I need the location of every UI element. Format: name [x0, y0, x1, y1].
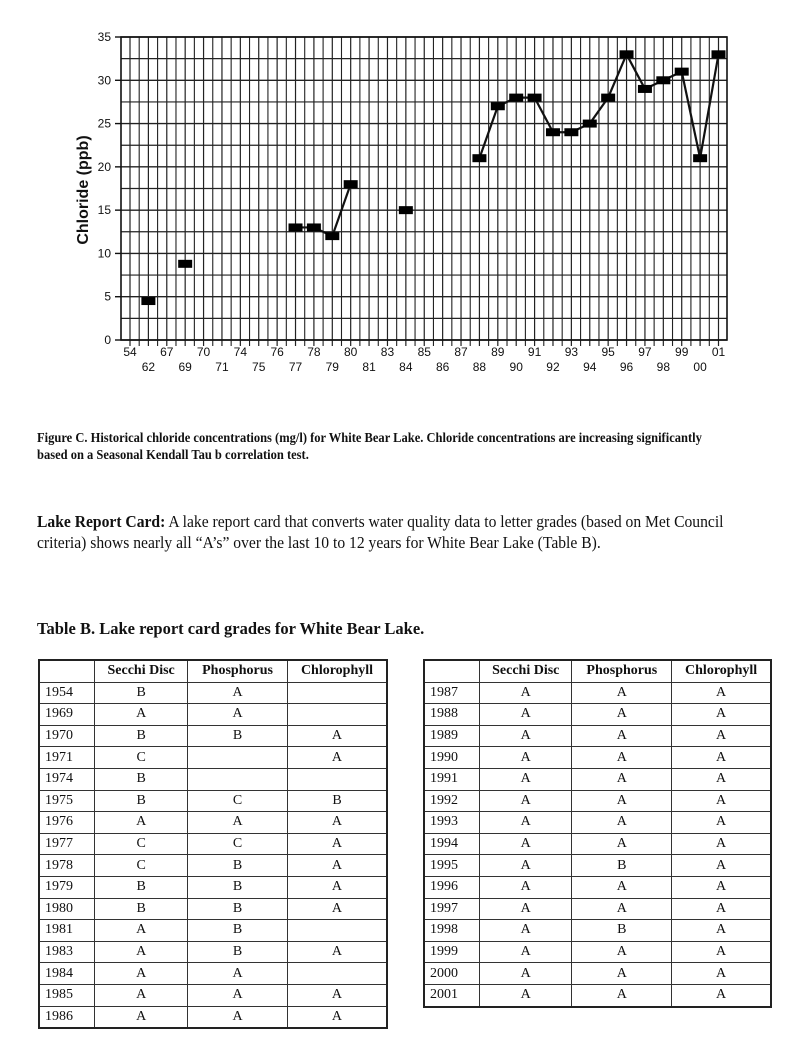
- cell-year: 1996: [424, 876, 480, 898]
- cell-phosphorus: C: [188, 833, 288, 855]
- cell-secchi: A: [95, 920, 188, 942]
- table-row: [39, 1006, 387, 1028]
- cell-secchi: B: [95, 790, 188, 812]
- data-point-marker: [491, 102, 505, 110]
- cell-secchi: A: [95, 704, 188, 726]
- cell-year: 1988: [424, 704, 480, 726]
- table-row: [39, 941, 387, 963]
- col-header-year: [424, 660, 480, 682]
- x-tick-label: 96: [619, 360, 634, 374]
- cell-secchi: A: [480, 876, 572, 898]
- cell-phosphorus: A: [572, 747, 672, 769]
- cell-year: 1974: [39, 768, 95, 790]
- y-tick-label: 10: [97, 246, 111, 261]
- cell-chlorophyll: A: [287, 876, 387, 898]
- cell-phosphorus: A: [572, 812, 672, 834]
- cell-phosphorus: A: [188, 682, 288, 704]
- cell-year: 1954: [39, 682, 95, 704]
- cell-year: 1969: [39, 704, 95, 726]
- report-card-heading: Lake Report Card:: [37, 512, 166, 531]
- x-tick-label: 99: [675, 345, 689, 359]
- cell-secchi: B: [95, 876, 188, 898]
- cell-chlorophyll: A: [287, 833, 387, 855]
- cell-secchi: A: [480, 963, 572, 985]
- data-point-marker: [289, 223, 303, 231]
- cell-year: 1981: [39, 920, 95, 942]
- x-tick-label: 77: [288, 360, 303, 374]
- x-tick-label: 79: [325, 360, 339, 374]
- data-point-marker: [546, 128, 560, 136]
- table-row: [39, 768, 387, 790]
- cell-secchi: B: [95, 768, 188, 790]
- data-point-marker: [141, 297, 155, 305]
- cell-phosphorus: A: [572, 704, 672, 726]
- cell-phosphorus: A: [572, 790, 672, 812]
- data-point-marker: [307, 223, 321, 231]
- table-row: [39, 855, 387, 877]
- y-tick-label: 35: [97, 30, 111, 44]
- cell-phosphorus: A: [572, 768, 672, 790]
- cell-year: 1985: [39, 984, 95, 1006]
- data-point-marker: [601, 94, 615, 102]
- cell-phosphorus: A: [572, 941, 672, 963]
- cell-chlorophyll: [287, 704, 387, 726]
- table-row: [39, 682, 387, 704]
- cell-phosphorus: B: [188, 941, 288, 963]
- x-tick-label: 74: [233, 345, 248, 359]
- x-tick-label: 76: [270, 345, 284, 359]
- cell-year: 1990: [424, 747, 480, 769]
- cell-phosphorus: B: [572, 920, 672, 942]
- report-card-body: A lake report card that converts water quality data to letter grades (based on Met Council criteria) shows nearly all “A’s” over the last 10 to 12 years for White Bear Lake (Table B).: [37, 512, 724, 552]
- cell-secchi: A: [480, 920, 572, 942]
- table-row: [424, 725, 771, 747]
- cell-phosphorus: B: [188, 725, 288, 747]
- table-row: [39, 898, 387, 920]
- col-header-chlorophyll: Chlorophyll: [672, 660, 771, 682]
- table-row: [39, 984, 387, 1006]
- cell-secchi: A: [95, 941, 188, 963]
- x-tick-label: 75: [252, 360, 266, 374]
- cell-year: 1999: [424, 941, 480, 963]
- cell-phosphorus: A: [188, 704, 288, 726]
- cell-secchi: C: [95, 833, 188, 855]
- cell-chlorophyll: A: [672, 855, 771, 877]
- cell-chlorophyll: B: [287, 790, 387, 812]
- cell-phosphorus: A: [188, 1006, 288, 1028]
- chloride-chart: [0, 0, 807, 400]
- grid: [121, 37, 727, 346]
- cell-secchi: A: [480, 725, 572, 747]
- cell-year: 2000: [424, 963, 480, 985]
- cell-secchi: A: [480, 747, 572, 769]
- col-header-phosphorus: Phosphorus: [188, 660, 288, 682]
- table-row: [39, 963, 387, 985]
- cell-chlorophyll: A: [672, 725, 771, 747]
- data-point-marker: [509, 94, 523, 102]
- x-tick-label: 98: [656, 360, 671, 374]
- cell-year: 1995: [424, 855, 480, 877]
- table-row: [424, 747, 771, 769]
- cell-year: 1970: [39, 725, 95, 747]
- table-row: [424, 768, 771, 790]
- cell-phosphorus: [188, 747, 288, 769]
- table-row: [39, 876, 387, 898]
- cell-secchi: A: [95, 812, 188, 834]
- col-header-year: [39, 660, 95, 682]
- table-row: [39, 725, 387, 747]
- cell-secchi: A: [95, 984, 188, 1006]
- cell-chlorophyll: A: [672, 812, 771, 834]
- data-point-marker: [325, 232, 339, 240]
- data-point-marker: [399, 206, 413, 214]
- x-tick-label: 85: [417, 345, 431, 359]
- x-tick-label: 87: [454, 345, 468, 359]
- cell-chlorophyll: A: [287, 898, 387, 920]
- x-tick-label: 84: [399, 360, 413, 374]
- table-row: [39, 833, 387, 855]
- x-tick-label: 78: [307, 345, 321, 359]
- y-tick-label: 25: [97, 116, 111, 131]
- x-tick-label: 54: [123, 345, 137, 359]
- cell-phosphorus: B: [188, 920, 288, 942]
- table-header-row: [39, 660, 387, 682]
- table-row: [39, 920, 387, 942]
- cell-phosphorus: A: [572, 963, 672, 985]
- y-axis: [98, 30, 121, 347]
- cell-year: 1998: [424, 920, 480, 942]
- y-tick-label: 0: [104, 333, 111, 347]
- cell-year: 1989: [424, 725, 480, 747]
- cell-year: 1983: [39, 941, 95, 963]
- col-header-secchi: Secchi Disc: [480, 660, 572, 682]
- cell-chlorophyll: A: [672, 941, 771, 963]
- data-point-marker: [638, 85, 652, 93]
- y-tick-label: 15: [97, 203, 111, 218]
- data-point-marker: [693, 154, 707, 162]
- x-tick-label: 01: [711, 345, 726, 359]
- cell-chlorophyll: A: [672, 898, 771, 920]
- table-row: [424, 812, 771, 834]
- cell-secchi: A: [95, 963, 188, 985]
- table-row: [39, 790, 387, 812]
- data-point-marker: [472, 154, 486, 162]
- cell-secchi: A: [95, 1006, 188, 1028]
- cell-secchi: B: [95, 725, 188, 747]
- cell-chlorophyll: A: [672, 790, 771, 812]
- cell-secchi: B: [95, 682, 188, 704]
- cell-phosphorus: A: [572, 833, 672, 855]
- x-tick-label: 89: [491, 345, 505, 359]
- cell-chlorophyll: [287, 920, 387, 942]
- cell-chlorophyll: A: [672, 876, 771, 898]
- data-point-marker: [344, 180, 358, 188]
- x-tick-label: 91: [527, 345, 542, 359]
- cell-year: 1984: [39, 963, 95, 985]
- cell-secchi: A: [480, 941, 572, 963]
- cell-chlorophyll: A: [672, 963, 771, 985]
- data-point-marker: [583, 120, 597, 128]
- cell-chlorophyll: A: [672, 768, 771, 790]
- cell-phosphorus: A: [572, 876, 672, 898]
- cell-chlorophyll: A: [672, 984, 771, 1006]
- x-tick-label: 97: [638, 345, 652, 359]
- table-row: [424, 876, 771, 898]
- table-row: [424, 833, 771, 855]
- report-card-paragraph: [37, 511, 744, 553]
- cell-chlorophyll: [287, 963, 387, 985]
- cell-secchi: A: [480, 790, 572, 812]
- cell-phosphorus: A: [572, 984, 672, 1006]
- cell-chlorophyll: A: [287, 812, 387, 834]
- cell-phosphorus: A: [188, 812, 288, 834]
- cell-year: 2001: [424, 984, 480, 1006]
- table-row: [424, 984, 771, 1006]
- table-row: [39, 704, 387, 726]
- cell-secchi: A: [480, 855, 572, 877]
- cell-phosphorus: C: [188, 790, 288, 812]
- table-row: [424, 898, 771, 920]
- cell-chlorophyll: A: [287, 941, 387, 963]
- cell-phosphorus: B: [188, 855, 288, 877]
- x-tick-label: 80: [344, 345, 358, 359]
- cell-chlorophyll: A: [287, 984, 387, 1006]
- data-point-marker: [656, 76, 670, 84]
- table-row: [39, 812, 387, 834]
- cell-chlorophyll: A: [672, 920, 771, 942]
- y-tick-label: 20: [97, 159, 111, 174]
- cell-year: 1976: [39, 812, 95, 834]
- cell-phosphorus: A: [572, 725, 672, 747]
- table-header-row: [424, 660, 771, 682]
- cell-year: 1980: [39, 898, 95, 920]
- table-row: [424, 963, 771, 985]
- cell-year: 1991: [424, 768, 480, 790]
- x-tick-label: 94: [583, 360, 597, 374]
- figure-caption: Figure C. Historical chloride concentrations (mg/l) for White Bear Lake. Chloride concentrations are increasing significantly based on a Seasonal Kendall Tau b correlation test.: [37, 430, 702, 462]
- x-tick-label: 90: [509, 360, 523, 374]
- cell-year: 1977: [39, 833, 95, 855]
- cell-secchi: A: [480, 984, 572, 1006]
- cell-phosphorus: A: [572, 898, 672, 920]
- x-tick-label: 86: [435, 360, 450, 374]
- y-tick-label: 30: [97, 73, 111, 88]
- cell-chlorophyll: A: [672, 704, 771, 726]
- chart-plot: [0, 0, 807, 400]
- cell-chlorophyll: [287, 768, 387, 790]
- cell-year: 1986: [39, 1006, 95, 1028]
- cell-phosphorus: B: [572, 855, 672, 877]
- cell-year: 1997: [424, 898, 480, 920]
- cell-phosphorus: B: [188, 898, 288, 920]
- data-point-marker: [620, 50, 634, 58]
- cell-chlorophyll: A: [287, 855, 387, 877]
- x-tick-label: 95: [601, 345, 615, 359]
- cell-secchi: A: [480, 682, 572, 704]
- x-tick-label: 83: [380, 345, 395, 359]
- cell-phosphorus: A: [572, 682, 672, 704]
- table-title: Table B. Lake report card grades for White Bear Lake.: [37, 619, 425, 638]
- table-row: [424, 790, 771, 812]
- x-tick-label: 71: [215, 360, 229, 374]
- x-tick-label: 92: [546, 360, 560, 374]
- cell-secchi: A: [480, 812, 572, 834]
- cell-chlorophyll: [287, 682, 387, 704]
- table-row: [424, 682, 771, 704]
- cell-phosphorus: A: [188, 984, 288, 1006]
- table-row: [424, 920, 771, 942]
- cell-secchi: C: [95, 855, 188, 877]
- cell-secchi: A: [480, 833, 572, 855]
- x-tick-label: 62: [141, 360, 156, 374]
- cell-phosphorus: B: [188, 876, 288, 898]
- cell-secchi: B: [95, 898, 188, 920]
- x-axis: [123, 345, 725, 374]
- col-header-secchi: Secchi Disc: [95, 660, 188, 682]
- table-row: [424, 704, 771, 726]
- cell-chlorophyll: A: [287, 1006, 387, 1028]
- cell-secchi: A: [480, 704, 572, 726]
- data-point-marker: [178, 260, 192, 268]
- data-point-marker: [675, 68, 689, 76]
- data-point-marker: [528, 94, 542, 102]
- grades-table-left: [38, 659, 388, 1029]
- y-tick-label: 5: [104, 289, 111, 304]
- x-tick-label: 70: [196, 345, 211, 359]
- grades-table-right: [423, 659, 772, 1008]
- cell-phosphorus: [188, 768, 288, 790]
- cell-year: 1987: [424, 682, 480, 704]
- x-tick-label: 00: [693, 360, 707, 374]
- cell-chlorophyll: A: [672, 682, 771, 704]
- cell-phosphorus: A: [188, 963, 288, 985]
- cell-chlorophyll: A: [287, 725, 387, 747]
- cell-chlorophyll: A: [287, 747, 387, 769]
- cell-year: 1978: [39, 855, 95, 877]
- cell-year: 1994: [424, 833, 480, 855]
- cell-year: 1993: [424, 812, 480, 834]
- col-header-phosphorus: Phosphorus: [572, 660, 672, 682]
- cell-chlorophyll: A: [672, 833, 771, 855]
- cell-year: 1971: [39, 747, 95, 769]
- cell-year: 1992: [424, 790, 480, 812]
- x-tick-label: 93: [564, 345, 579, 359]
- x-tick-label: 67: [160, 345, 174, 359]
- data-point-marker: [564, 128, 578, 136]
- cell-secchi: C: [95, 747, 188, 769]
- x-tick-label: 88: [472, 360, 487, 374]
- cell-year: 1975: [39, 790, 95, 812]
- cell-secchi: A: [480, 768, 572, 790]
- x-tick-label: 81: [362, 360, 376, 374]
- cell-year: 1979: [39, 876, 95, 898]
- col-header-chlorophyll: Chlorophyll: [287, 660, 387, 682]
- y-axis-label: Chloride (ppb): [75, 135, 92, 245]
- x-tick-label: 69: [178, 360, 192, 374]
- cell-chlorophyll: A: [672, 747, 771, 769]
- table-row: [424, 855, 771, 877]
- cell-secchi: A: [480, 898, 572, 920]
- table-row: [39, 747, 387, 769]
- data-point-marker: [712, 50, 726, 58]
- table-row: [424, 941, 771, 963]
